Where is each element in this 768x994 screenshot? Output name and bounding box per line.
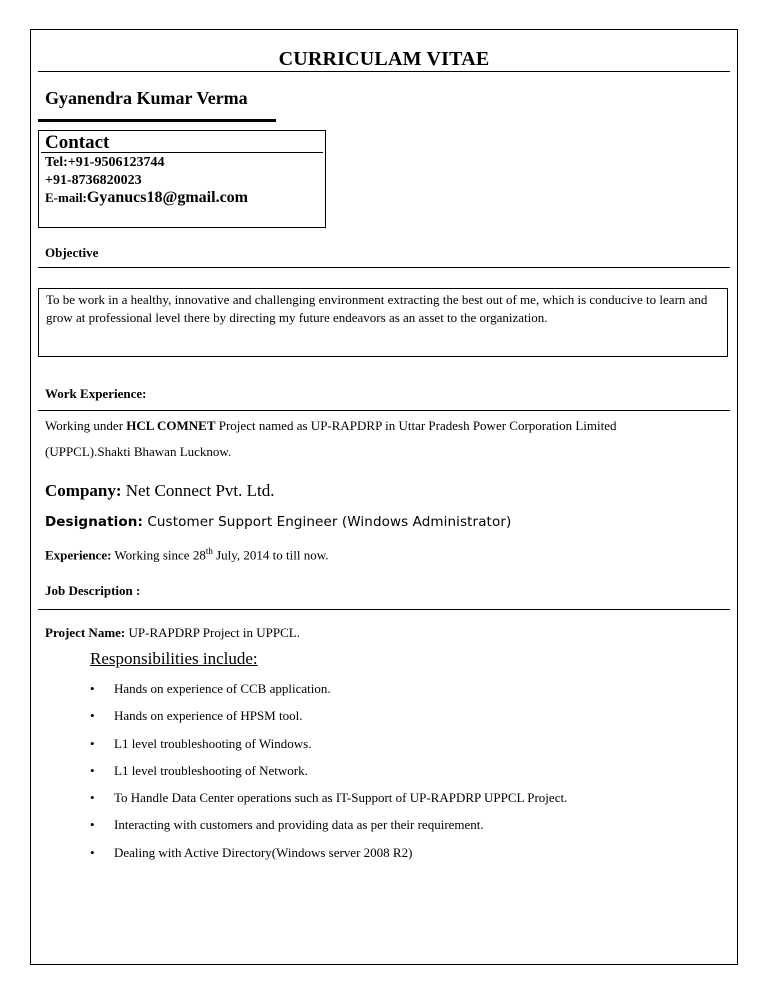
list-item [90, 789, 730, 816]
list-item [90, 816, 730, 843]
experience-superscript: th [205, 546, 213, 556]
objective-heading: Objective [45, 245, 99, 260]
contact-box [38, 130, 326, 228]
experience-prefix: Working since 28 [111, 547, 206, 563]
experience-suffix: July, 2014 to till now. [212, 547, 329, 563]
responsibility-text: L1 level troubleshooting of Windows. [114, 735, 312, 751]
responsibilities-heading: Responsibilities include: [90, 649, 258, 668]
bullet-icon: • [90, 681, 95, 696]
list-item [90, 707, 730, 734]
bullet-icon: • [90, 790, 95, 806]
email-label: E-mail: [45, 190, 87, 205]
job-description-heading: Job Description : [45, 583, 141, 598]
objective-text: To be work in a healthy, innovative and challenging environment extracting the best out of me, which is conducive to learn and grow at professional level there by directing my future endeavors as an asset to the organization. [46, 292, 708, 325]
objective-box [38, 288, 728, 357]
name-underline [38, 119, 276, 122]
company-label: Company: [45, 481, 122, 500]
work-line-2: (UPPCL).Shakti Bhawan Lucknow. [45, 444, 232, 459]
list-item [90, 844, 730, 871]
bullet-icon: • [90, 817, 95, 833]
project-label: Project Name: [45, 625, 126, 640]
project-row [45, 625, 300, 641]
candidate-name: Gyanendra Kumar Verma [45, 88, 248, 108]
work-experience-heading: Work Experience: [45, 386, 147, 401]
work-line-1-prefix: Working under [45, 418, 127, 433]
responsibility-text: Hands on experience of CCB application. [114, 681, 331, 696]
list-item [90, 680, 730, 707]
list-item [90, 762, 730, 789]
responsibility-text: Dealing with Active Directory(Windows server 2008 R2) [114, 844, 413, 860]
bullet-icon: • [90, 844, 95, 860]
responsibilities-list [90, 680, 730, 871]
contact-heading-rule [41, 152, 323, 153]
work-line-1-suffix: Project named as UP-RAPDRP in Uttar Pradesh Power Corporation Limited [215, 418, 617, 433]
designation-label: Designation: [45, 514, 143, 530]
company-row [45, 481, 275, 501]
bullet-icon: • [90, 708, 95, 724]
email-address: Gyanucs18@gmail.com [86, 189, 248, 206]
job-description-rule [38, 609, 730, 610]
contact-heading: Contact [45, 132, 110, 153]
employer-name: HCL COMNET [126, 418, 216, 433]
phone-secondary: +91-8736820023 [45, 173, 142, 188]
responsibility-text: Interacting with customers and providing data as per their requirement. [114, 817, 484, 833]
list-item [90, 735, 730, 762]
bullet-icon: • [90, 762, 95, 778]
work-experience-rule [38, 410, 730, 411]
experience-label: Experience: [45, 547, 112, 563]
responsibility-text: Hands on experience of HPSM tool. [114, 708, 303, 724]
email-row [45, 189, 248, 207]
company-name: Net Connect Pvt. Ltd. [121, 481, 275, 500]
title-rule [38, 71, 730, 72]
responsibility-text: L1 level troubleshooting of Network. [114, 762, 308, 778]
project-name: UP-RAPDRP Project in UPPCL. [125, 625, 300, 640]
experience-row [45, 546, 329, 563]
bullet-icon: • [90, 735, 95, 751]
work-line-1 [45, 418, 617, 434]
document-title: CURRICULAM VITAE [278, 48, 490, 70]
designation-value: Customer Support Engineer (Windows Administrator) [142, 514, 512, 530]
phone-primary: Tel:+91-9506123744 [45, 155, 165, 170]
objective-rule [38, 267, 730, 268]
responsibility-text: To Handle Data Center operations such as IT-Support of UP-RAPDRP UPPCL Project. [114, 790, 568, 806]
designation-row [45, 514, 511, 530]
